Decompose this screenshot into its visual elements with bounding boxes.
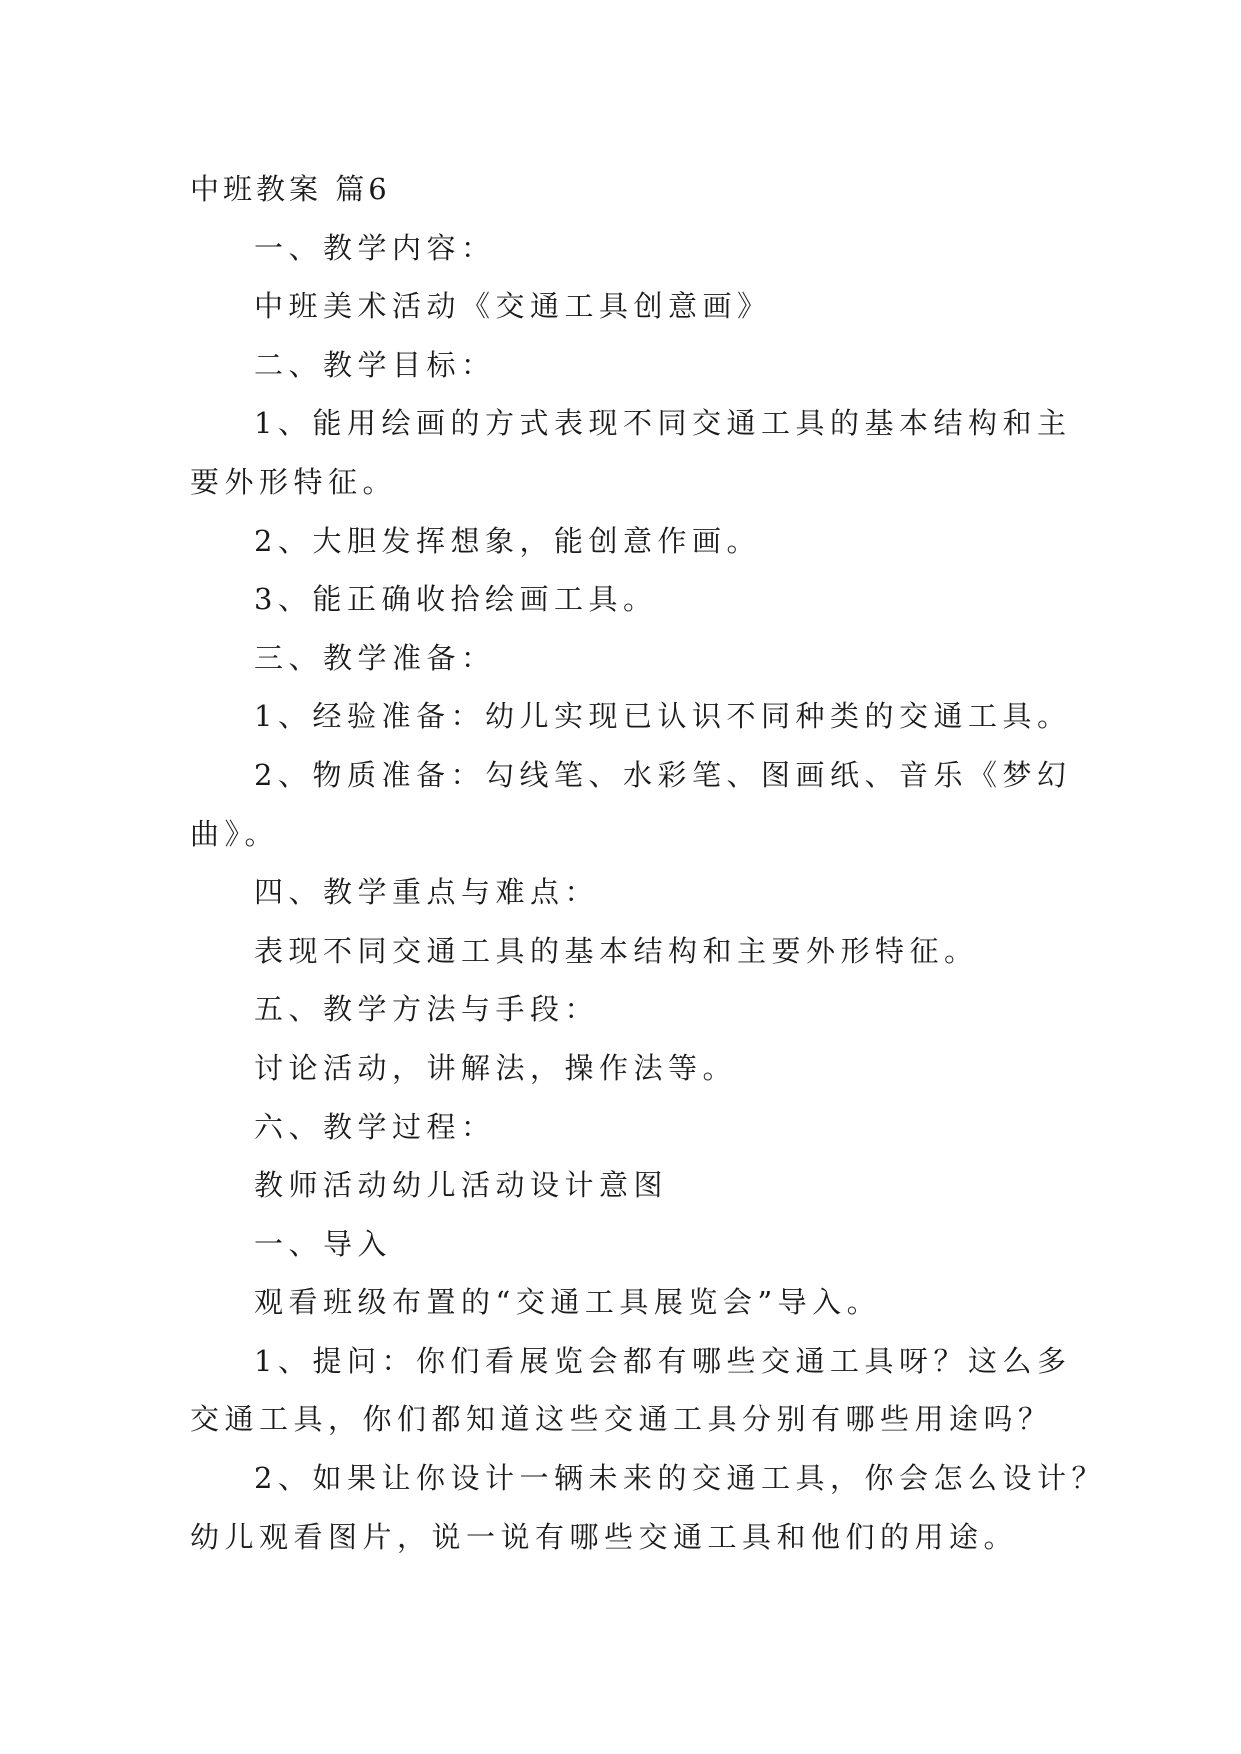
paragraph-line-continued: 曲》。 <box>190 816 280 851</box>
paragraph-line: 观看班级布置的“交通工具展览会”导入。 <box>254 1285 882 1320</box>
section-heading-content: 一、教学内容： <box>254 230 496 265</box>
document-title: 中班教案 篇6 <box>190 172 391 206</box>
paragraph-line-continued: 要外形特征。 <box>190 464 398 499</box>
paragraph-line-continued: 交通工具，你们都知道这些交通工具分别有哪些用途吗？ <box>190 1402 1053 1437</box>
paragraph-line: 2、物质准备：勾线笔、水彩笔、图画纸、音乐《梦幻 <box>254 757 1072 792</box>
section-heading-goals: 二、教学目标： <box>254 347 496 382</box>
paragraph-line-continued: 幼儿观看图片，说一说有哪些交通工具和他们的用途。 <box>190 1519 1019 1554</box>
paragraph-line: 1、提问：你们看展览会都有哪些交通工具呀？这么多 <box>254 1343 1072 1378</box>
section-heading-process: 六、教学过程： <box>254 1109 496 1144</box>
section-heading-methods: 五、教学方法与手段： <box>254 992 600 1027</box>
paragraph-line: 中班美术活动《交通工具创意画》 <box>254 289 772 324</box>
paragraph-line: 讨论活动，讲解法，操作法等。 <box>254 1050 738 1085</box>
document-body <box>190 160 1106 1566</box>
paragraph-line: 3、能正确收拾绘画工具。 <box>254 582 658 617</box>
paragraph-line: 1、能用绘画的方式表现不同交通工具的基本结构和主 <box>254 406 1072 441</box>
paragraph-line: 教师活动幼儿活动设计意图 <box>254 1168 669 1203</box>
section-heading-preparation: 三、教学准备： <box>254 640 496 675</box>
paragraph-line: 2、如果让你设计一辆未来的交通工具，你会怎么设计？ <box>254 1461 1106 1496</box>
paragraph-line: 1、经验准备：幼儿实现已认识不同种类的交通工具。 <box>254 699 1072 734</box>
section-heading-key-points: 四、教学重点与难点： <box>254 875 600 910</box>
paragraph-line: 2、大胆发挥想象，能创意作画。 <box>254 523 761 558</box>
subsection-heading-intro: 一、导入 <box>254 1226 393 1261</box>
paragraph-line: 表现不同交通工具的基本结构和主要外形特征。 <box>254 933 979 968</box>
